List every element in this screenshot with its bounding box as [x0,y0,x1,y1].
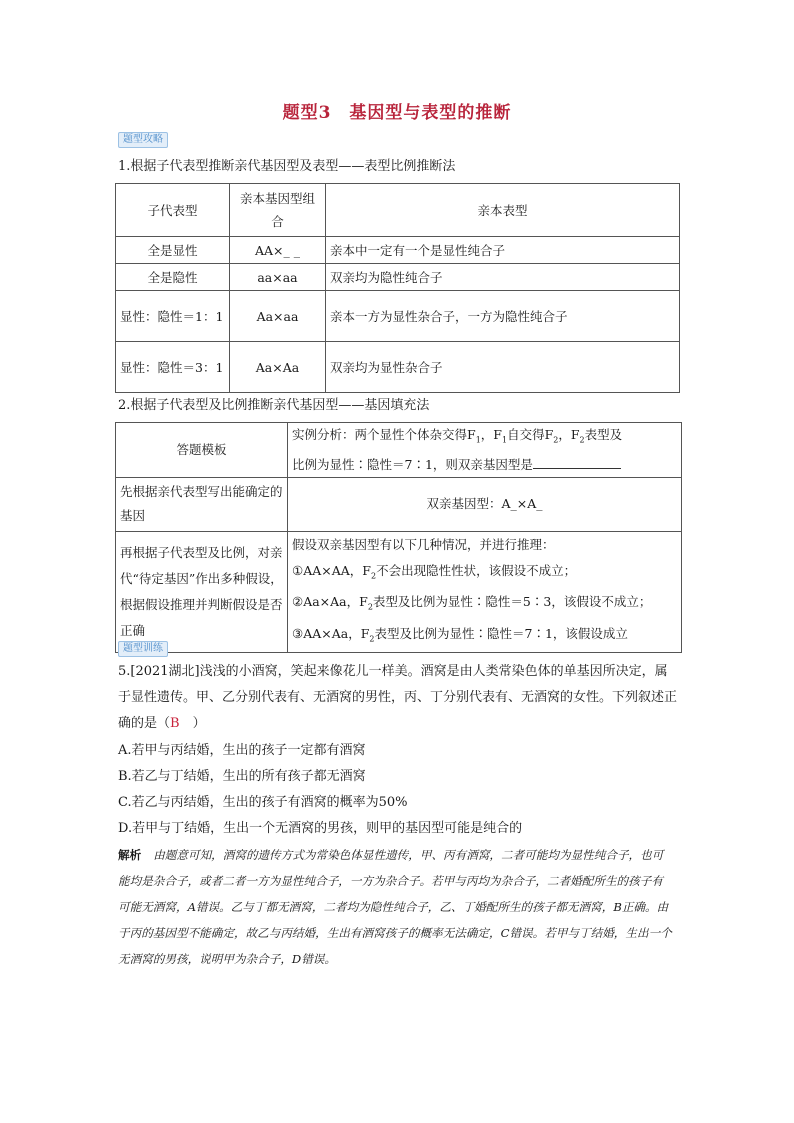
example-text: ，F [480,427,502,442]
example-text: ，F [558,427,580,442]
table-header: 子代表型 [116,184,230,237]
solution [118,842,674,972]
table-cell: 再根据子代表型及比例，对亲代“待定基因”作出多种假设，根据假设推理并判断假设是否正确 [116,531,288,653]
table-cell: Aa×aa [230,291,326,342]
question-stem [118,659,678,737]
table-cell: AA×_ _ [230,237,326,264]
example-text: 实例分析：两个显性个体杂交得F [292,427,476,442]
table-cell: 全是隐性 [116,264,230,291]
table-row [116,291,680,342]
question-text: ） [179,716,206,731]
table-row [116,342,680,393]
example-text: 比例为显性∶隐性＝7∶1，则双亲基因型是 [292,456,533,472]
table-header: 亲本表型 [326,184,680,237]
table-cell: 亲本一方为显性杂合子，一方为隐性纯合子 [326,291,680,342]
reasoning-line: 不会出现隐性性状，该假设不成立； [376,562,577,578]
table-row [116,237,680,264]
option-a: A.若甲与丙结婚，生出的孩子一定都有酒窝 [118,743,366,758]
solution-label: 解析 [118,848,142,862]
reasoning-line: ②Aa×Aa，F [292,594,368,609]
table-cell: 先根据亲代表型写出能确定的基因 [116,477,288,531]
inference-table [115,422,682,653]
table-header: 答题模板 [116,423,288,478]
reasoning-line: 表型及比例为显性∶隐性＝5∶3，该假设不成立； [372,594,652,609]
heading-method-1: 1.根据子代表型推断亲代基因型及表型——表型比例推断法 [118,159,456,174]
ratio-table [115,183,680,393]
heading-method-2: 2.根据子代表型及比例推断亲代基因型——基因填充法 [118,398,430,413]
table-cell: 亲本中一定有一个是显性纯合子 [326,237,680,264]
reasoning-line: ③AA×Aa，F [292,625,370,641]
option-b: B.若乙与丁结婚，生出的所有孩子都无酒窝 [118,769,366,784]
subscript: 2 [579,435,585,445]
table-cell [288,531,682,653]
table-cell: Aa×Aa [230,342,326,393]
answer-blank [533,456,621,469]
example-text: 自交得F [507,427,554,442]
section-tag-strategy: 题型攻略 [118,132,168,148]
subscript: 1 [475,435,481,445]
table-row [116,477,682,531]
table-row [116,531,682,653]
answer-mark: B [170,716,180,731]
subscript: 1 [501,435,508,445]
page-title: 题型3 基因型与表型的推断 [282,103,512,123]
reasoning-line: 表型及比例为显性∶隐性＝7∶1，该假设成立 [374,625,628,641]
section-tag-practice: 题型训练 [118,641,168,657]
option-d: D.若甲与丁结婚，生出一个无酒窝的男孩，则甲的基因型可能是纯合的 [118,821,523,836]
subscript: 2 [553,435,559,445]
table-cell: aa×aa [230,264,326,291]
table-header: 亲本基因型组合 [230,184,326,237]
table-cell [288,423,682,478]
table-cell: 双亲基因型：A_×A_ [288,477,682,531]
table-cell: 全是显性 [116,237,230,264]
table-row [116,184,680,237]
table-cell: 双亲均为隐性纯合子 [326,264,680,291]
subscript: 2 [370,571,377,580]
table-cell: 显性：隐性＝1：1 [116,291,230,342]
subscript: 2 [367,602,373,612]
question-text: 5.[2021湖北]浅浅的小酒窝，笑起来像花儿一样美。酒窝是由人类常染色体的单基因所决定，属于显性遗传。甲、乙分别代表有、无酒窝的男性，丙、丁分别代表有、无酒窝的女性。下列叙述正确的是（ [118,664,678,731]
table-cell: 显性：隐性＝3：1 [116,342,230,393]
table-cell: 双亲均为显性杂合子 [326,342,680,393]
table-row [116,264,680,291]
reasoning-line: ①AA×AA，F [292,562,371,578]
solution-text: 由题意可知，酒窝的遗传方式为常染色体显性遗传，甲、丙有酒窝，二者可能均为显性纯合子，也可能均是杂合子，或者二者一方为显性纯合子，一方为杂合子。若甲与丙均为杂合子，二者婚配所生的孩子有可能无酒窝，A错误。乙与丁都无酒窝，二者均为隐性纯合子，乙、丁婚配所生的孩子都无酒窝，B正确。由于丙的基因型不能确定，故乙与丙结婚，生出有酒窝孩子的概率无法确定，C错误。若甲与丁结婚，生出一个无酒窝的男孩，说明甲为杂合子，D错误。 [118,848,672,966]
example-text: 表型及 [584,427,623,442]
table-row [116,423,682,478]
subscript: 2 [369,634,375,643]
option-c: C.若乙与丙结婚，生出的孩子有酒窝的概率为50% [118,795,408,810]
reasoning-line: 假设双亲基因型有以下几种情况，并进行推理： [292,536,555,552]
